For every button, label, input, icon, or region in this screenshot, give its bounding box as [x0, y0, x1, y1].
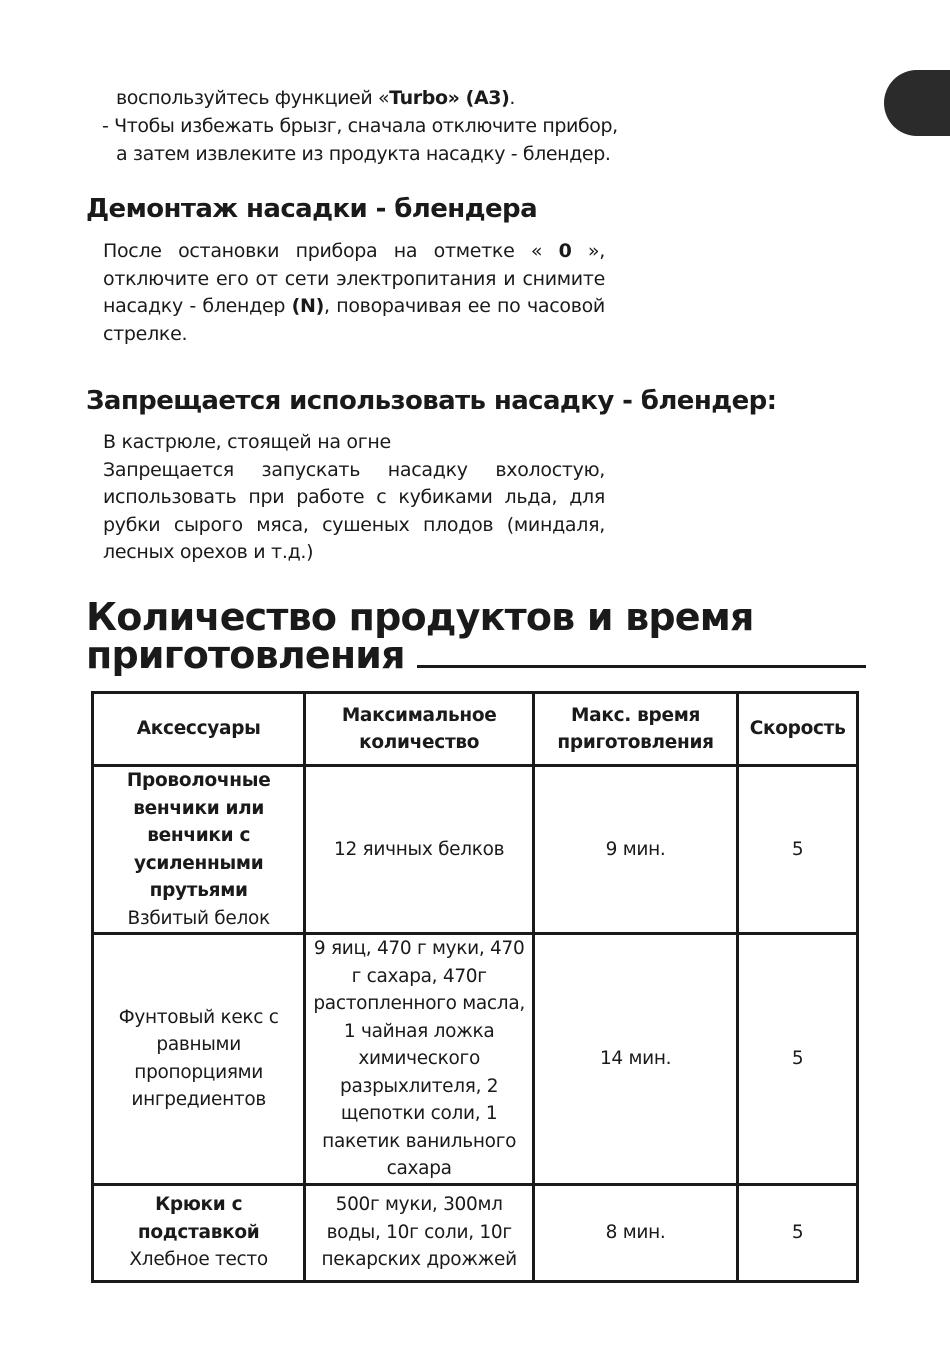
cell-time: 8 мин. — [533, 1184, 737, 1281]
table-row — [93, 1184, 858, 1281]
blender-label: (N) — [291, 295, 325, 317]
header-max-quantity-line-1: Максимальное — [341, 704, 497, 726]
header-max-time-line-2: приготовления — [557, 732, 714, 753]
intro-line-1-text: воспользуйтесь функцией « — [116, 87, 390, 109]
accessory-note: Хлебное тесто — [129, 1249, 268, 1271]
quantities-table — [91, 691, 859, 1283]
paragraph-blender-prohibited — [103, 429, 605, 567]
cell-speed: 5 — [738, 766, 858, 934]
cell-time: 9 мин. — [533, 766, 737, 934]
paragraph-blender-removal — [103, 238, 605, 348]
intro-line-1 — [102, 84, 612, 112]
table-row — [93, 934, 858, 1185]
intro-line-3: а затем извлеките из продукта насадку - блендер. — [116, 143, 611, 165]
table-row — [93, 766, 858, 934]
header-speed: Скорость — [738, 693, 858, 766]
heading-blender-removal: Демонтаж насадки - блендера — [86, 194, 538, 224]
prohibited-line-2: Запрещается запускать насадку вхолостую, использовать при работе с кубиками льда, для рубки сырого мяса, сушеных плодов (миндаля, лесных орехов и т.д.) — [103, 458, 605, 563]
intro-text — [102, 84, 618, 168]
header-max-time — [533, 693, 737, 766]
cell-speed: 5 — [738, 934, 858, 1185]
accessory-note: Взбитый белок — [127, 907, 270, 929]
intro-line-2: - Чтобы избежать брызг, сначала отключите прибор, — [102, 115, 618, 137]
page-title-row-2 — [86, 633, 866, 677]
accessory-name: Проволочные венчики или венчики с усиленными прутьями — [126, 770, 271, 901]
cell-time: 14 мин. — [533, 934, 737, 1185]
position-zero: 0 — [558, 240, 572, 262]
page-tab-marker — [884, 70, 950, 136]
turbo-label: Turbo» (A3) — [389, 87, 510, 109]
cell-accessory — [93, 1184, 305, 1281]
cell-speed: 5 — [738, 1184, 858, 1281]
cell-accessory: Фунтовый кекс с равными пропорциями ингредиентов — [93, 934, 305, 1185]
header-accessories: Аксессуары — [93, 693, 305, 766]
removal-text-2: », отключите его от сети электропитания и снимите насадку - блендер — [103, 240, 605, 317]
header-max-time-line-1: Макс. время — [571, 704, 701, 726]
header-max-quantity-line-2: количество — [359, 732, 480, 753]
cell-quantity: 9 яиц, 470 г муки, 470 г сахара, 470г растопленного масла, 1 чайная ложка химического разрыхлителя, 2 щепотки соли, 1 пакетик ванильного сахара — [305, 934, 534, 1185]
removal-text-3: , поворачивая ее по часовой стрелке. — [103, 295, 605, 345]
header-max-quantity — [305, 693, 534, 766]
page-title-line-2: приготовления — [86, 633, 405, 677]
table-header-row — [93, 693, 858, 766]
cell-quantity: 500г муки, 300мл воды, 10г соли, 10г пекарских дрожжей — [305, 1184, 534, 1281]
page-title — [86, 595, 866, 677]
cell-quantity: 12 яичных белков — [305, 766, 534, 934]
intro-line-1-end: . — [509, 87, 516, 109]
cell-accessory — [93, 766, 305, 934]
accessory-name: Крюки с подставкой — [137, 1194, 260, 1243]
heading-blender-prohibited: Запрещается использовать насадку - блендер: — [86, 386, 777, 416]
page-title-line-1: Количество продуктов и время — [86, 595, 754, 639]
prohibited-line-1: В кастрюле, стоящей на огне — [103, 431, 391, 453]
title-underline — [417, 665, 866, 668]
removal-text-1: После остановки прибора на отметке « — [103, 240, 543, 262]
